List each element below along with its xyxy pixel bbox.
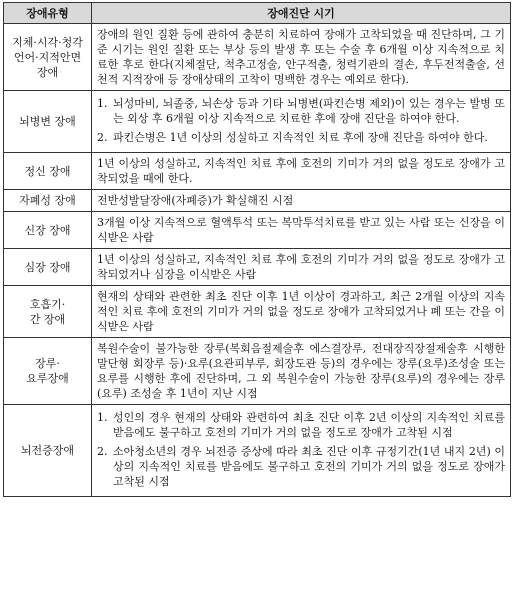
item-text: 파킨슨병은 1년 이상의 성실하고 지속적인 치료 후에 장애 진단을 하여야 한다. — [113, 131, 488, 144]
disability-type-cell — [4, 190, 92, 212]
item-number: 2. — [97, 445, 108, 458]
diagnosis-time-cell: 3개월 이상 지속적으로 혈액투석 또는 복막투석치료를 받고 있는 사람 또는 신장을 이식받은 사람 — [92, 212, 511, 249]
disability-type-cell — [4, 91, 92, 153]
table-header-row — [4, 3, 511, 24]
disability-type-cell — [4, 405, 92, 497]
list-item — [97, 444, 505, 489]
diagnosis-time-cell: 장애의 원인 질환 등에 관하여 충분히 치료하여 장애가 고착되었을 때 진단하며, 그 기준 시기는 원인 질환 또는 부상 등의 발생 후 또는 수술 후 6개월 이상 지속적으로 치료한 후로 한다(지체절단, 척추고정술, 안구적출, 청력기관의 결손, 후두전적출술, 선천적 지적장애 등 장애상태의 고착이 명백한 경우는 예외로 한다). — [92, 24, 511, 91]
type-line: 호흡기· — [29, 297, 66, 311]
type-line: 자폐성 장애 — [19, 194, 76, 207]
disability-type-cell — [4, 249, 92, 286]
type-line: 정신 장애 — [24, 164, 71, 178]
disability-type-cell — [4, 24, 92, 91]
list-item — [97, 410, 505, 440]
table-row — [4, 24, 511, 91]
item-number: 1. — [97, 97, 108, 110]
type-line: 간 장애 — [29, 312, 66, 326]
header-disability-type: 장애유형 — [4, 3, 92, 24]
header-diagnosis-time: 장애진단 시기 — [92, 3, 511, 24]
item-text: 성인의 경우 현재의 상태와 관련하여 최초 진단 이후 2년 이상의 지속적인 치료를 받음에도 불구하고 호전의 기미가 거의 없을 정도로 장애가 고착된 시점 — [113, 411, 505, 439]
table-row — [4, 286, 511, 338]
type-line: 뇌전증장애 — [20, 444, 75, 457]
type-line: 장루· — [35, 357, 60, 370]
type-line: 심장 장애 — [24, 260, 71, 274]
disability-type-cell — [4, 338, 92, 405]
type-line: 장애 — [36, 65, 59, 79]
diagnosis-time-cell — [92, 91, 511, 153]
diagnosis-time-cell: 1년 이상의 성실하고, 지속적인 치료 후에 호전의 기미가 거의 없을 정도로 장애가 고착되었거나 심장을 이식받은 사람 — [92, 249, 511, 286]
table-row — [4, 338, 511, 405]
diagnosis-time-cell: 1년 이상의 성실하고, 지속적인 치료 후에 호전의 기미가 거의 없을 정도로 장애가 고착되었을 때에 한다. — [92, 153, 511, 190]
type-line: 언어·지적안면 — [13, 50, 82, 64]
diagnosis-time-cell: 현재의 상태와 관련한 최초 진단 이후 1년 이상이 경과하고, 최근 2개월 이상의 지속적인 치료 후에 호전의 기미가 거의 없을 정도로 장애가 고착되었거나 폐 또는 간을 이식받은 사람 — [92, 286, 511, 338]
table-row — [4, 190, 511, 212]
item-number: 2. — [97, 131, 108, 144]
list-item — [97, 130, 505, 145]
item-text: 소아청소년의 경우 뇌전증 증상에 따라 최초 진단 이후 규정기간(1년 내지 2년) 이상의 지속적인 치료를 받음에도 불구하고 호전의 기미가 거의 없을 정도로 장애가 고착된 시점 — [113, 445, 505, 488]
diagnosis-time-cell: 전반성발달장애(자폐증)가 확실해진 시점 — [92, 190, 511, 212]
disability-type-cell — [4, 286, 92, 338]
diagnosis-time-cell: 복원수술이 불가능한 장루(복회음절제술후 에스결장루, 전대장직장절제술후 시행한 말단형 회장루 등)·요루(요관피부루, 회장도관 등)의 경우에는 장루(요루)조성술 또는 요루를 시행한 후에 진단하며, 그 외 복원수술이 가능한 장루(요루)의 경우에는 장루(요루) 조성술 후 1년이 지난 시점 — [92, 338, 511, 405]
disability-diagnosis-table — [3, 2, 511, 497]
type-line: 지체·시각·청각 — [12, 35, 83, 49]
table-row — [4, 212, 511, 249]
table-row — [4, 153, 511, 190]
item-text: 뇌성마비, 뇌졸중, 뇌손상 등과 기타 뇌병변(파킨슨병 제외)이 있는 경우는 발병 또는 외상 후 6개월 이상 지속적으로 치료한 후에 장애 진단을 하여야 한다. — [113, 97, 505, 125]
table-row — [4, 91, 511, 153]
list-item — [97, 96, 505, 126]
type-line: 뇌병변 장애 — [19, 115, 76, 128]
type-line: 신장 장애 — [24, 223, 71, 237]
table-row — [4, 405, 511, 497]
item-number: 1. — [97, 411, 108, 424]
type-line: 요루장애 — [26, 372, 69, 385]
diagnosis-time-cell — [92, 405, 511, 497]
disability-type-cell — [4, 153, 92, 190]
disability-type-cell — [4, 212, 92, 249]
table-row — [4, 249, 511, 286]
